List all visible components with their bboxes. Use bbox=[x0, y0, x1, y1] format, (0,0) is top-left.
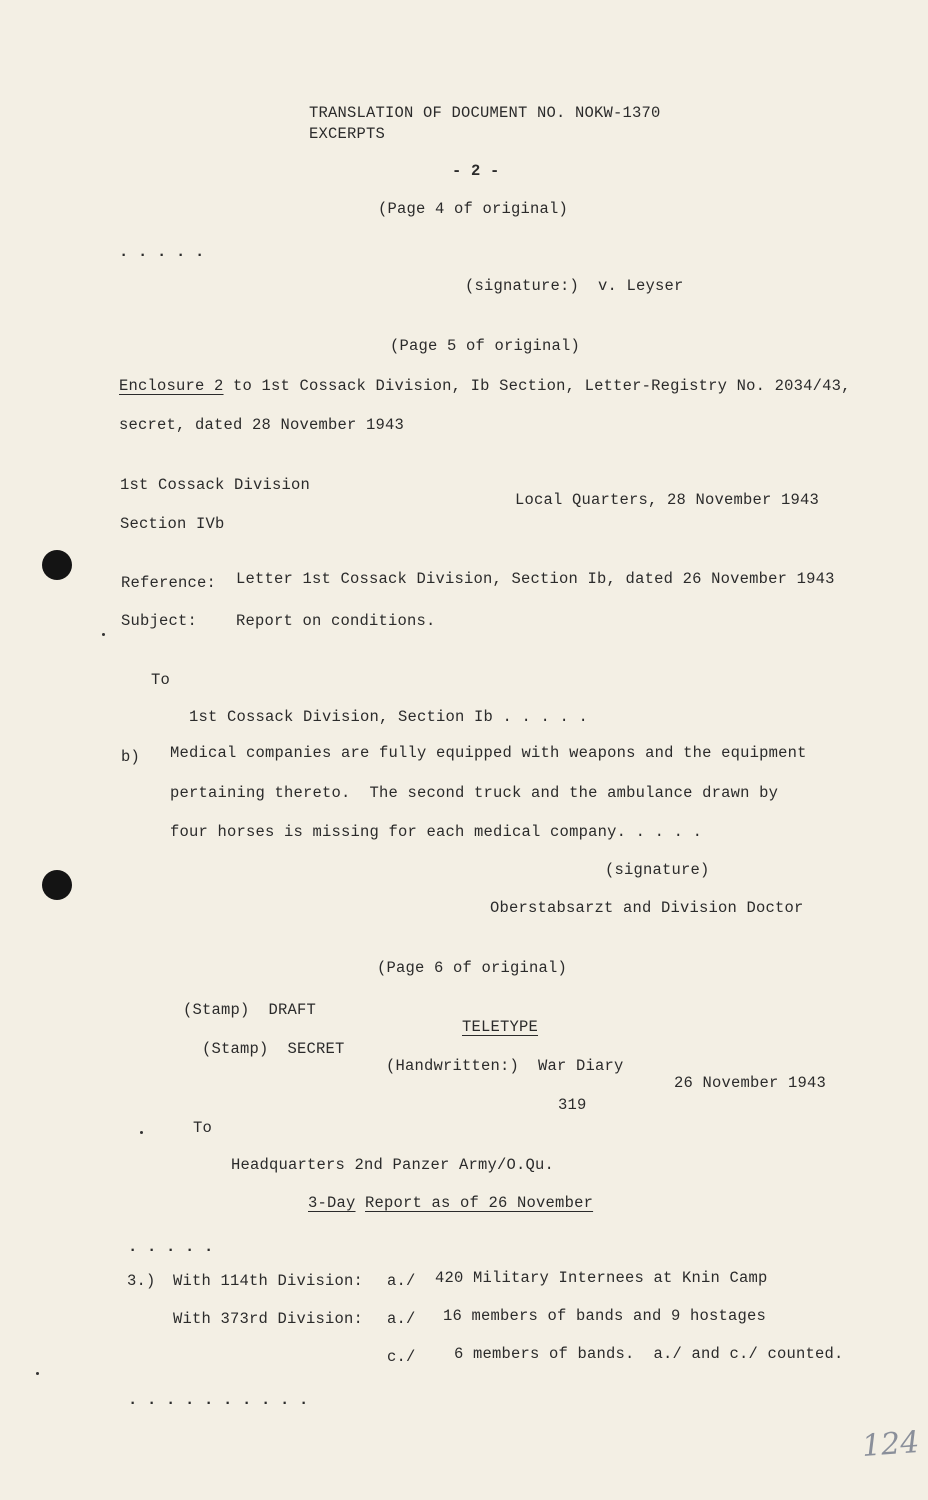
item-3-text-3: 6 members of bands. a./ and c./ counted. bbox=[454, 1345, 844, 1363]
item-b-label: b) bbox=[121, 748, 141, 766]
item-3-sub-a-1: a./ bbox=[387, 1272, 416, 1290]
teletype-date: 26 November 1943 bbox=[674, 1074, 827, 1092]
ellipsis: . . . . . bbox=[128, 1238, 214, 1256]
reference-text: Letter 1st Cossack Division, Section Ib, dated 26 November 1943 bbox=[236, 570, 835, 588]
to-label: To bbox=[151, 671, 171, 689]
enclosure-line-1 bbox=[119, 377, 851, 395]
page-number: - 2 - bbox=[452, 162, 500, 180]
item-b-line-3: four horses is missing for each medical company. . . . . bbox=[170, 823, 703, 841]
subject-label: Subject: bbox=[121, 612, 198, 630]
letter-signatory: Oberstabsarzt and Division Doctor bbox=[490, 899, 804, 917]
subject-text: Report on conditions. bbox=[236, 612, 436, 630]
teletype-title: TELETYPE bbox=[462, 1018, 539, 1036]
page-of-original-6: (Page 6 of original) bbox=[377, 959, 568, 977]
header-title: TRANSLATION OF DOCUMENT NO. NOKW-1370 bbox=[309, 104, 661, 122]
item-3-sub-a-2: a./ bbox=[387, 1310, 416, 1328]
binder-hole bbox=[42, 870, 72, 900]
header-subtitle: EXCERPTS bbox=[309, 125, 386, 143]
to-recipient: 1st Cossack Division, Section Ib . . . . . bbox=[189, 708, 589, 726]
stamp-draft: (Stamp) DRAFT bbox=[183, 1001, 317, 1019]
reference-label: Reference: bbox=[121, 574, 217, 592]
enclosure-line-2: secret, dated 28 November 1943 bbox=[119, 416, 405, 434]
signature-leyser: (signature:) v. Leyser bbox=[465, 277, 684, 295]
letter-signature: (signature) bbox=[605, 861, 710, 879]
item-3-division-2: With 373rd Division: bbox=[173, 1310, 364, 1328]
letter-org-line-1: 1st Cossack Division bbox=[120, 476, 311, 494]
item-3-sub-c: c./ bbox=[387, 1348, 416, 1366]
report-title-part-2: Report as of 26 November bbox=[365, 1194, 594, 1212]
stray-mark bbox=[102, 633, 105, 636]
page-of-original-5: (Page 5 of original) bbox=[390, 337, 581, 355]
letter-org-line-2: Section IVb bbox=[120, 515, 225, 533]
handwritten-page-number: 124 bbox=[860, 1425, 921, 1464]
item-b-line-2: pertaining thereto. The second truck and the ambulance drawn by bbox=[170, 784, 779, 802]
page-of-original-4: (Page 4 of original) bbox=[378, 200, 569, 218]
handwritten-war-diary: (Handwritten:) War Diary bbox=[386, 1057, 624, 1075]
item-3-text-1: 420 Military Internees at Knin Camp bbox=[435, 1269, 768, 1287]
ellipsis: . . . . . . . . . . bbox=[128, 1391, 309, 1409]
binder-hole bbox=[42, 550, 72, 580]
stray-mark bbox=[140, 1131, 143, 1134]
ellipsis: . . . . . bbox=[119, 243, 205, 261]
war-diary-number: 319 bbox=[558, 1096, 587, 1114]
report-title bbox=[308, 1194, 593, 1212]
teletype-to-label: To bbox=[193, 1119, 213, 1137]
report-title-part-1: 3-Day bbox=[308, 1194, 356, 1212]
letter-location-date: Local Quarters, 28 November 1943 bbox=[515, 491, 820, 509]
teletype-to-recipient: Headquarters 2nd Panzer Army/O.Qu. bbox=[231, 1156, 555, 1174]
item-b-line-1: Medical companies are fully equipped with weapons and the equipment bbox=[170, 744, 807, 762]
stray-mark bbox=[36, 1372, 39, 1375]
item-3-division-1: With 114th Division: bbox=[173, 1272, 364, 1290]
enclosure-label: Enclosure 2 bbox=[119, 377, 224, 395]
item-3-label: 3.) bbox=[127, 1272, 156, 1290]
item-3-text-2: 16 members of bands and 9 hostages bbox=[443, 1307, 767, 1325]
enclosure-text: to 1st Cossack Division, Ib Section, Letter-Registry No. 2034/43, bbox=[223, 377, 851, 395]
stamp-secret: (Stamp) SECRET bbox=[202, 1040, 345, 1058]
